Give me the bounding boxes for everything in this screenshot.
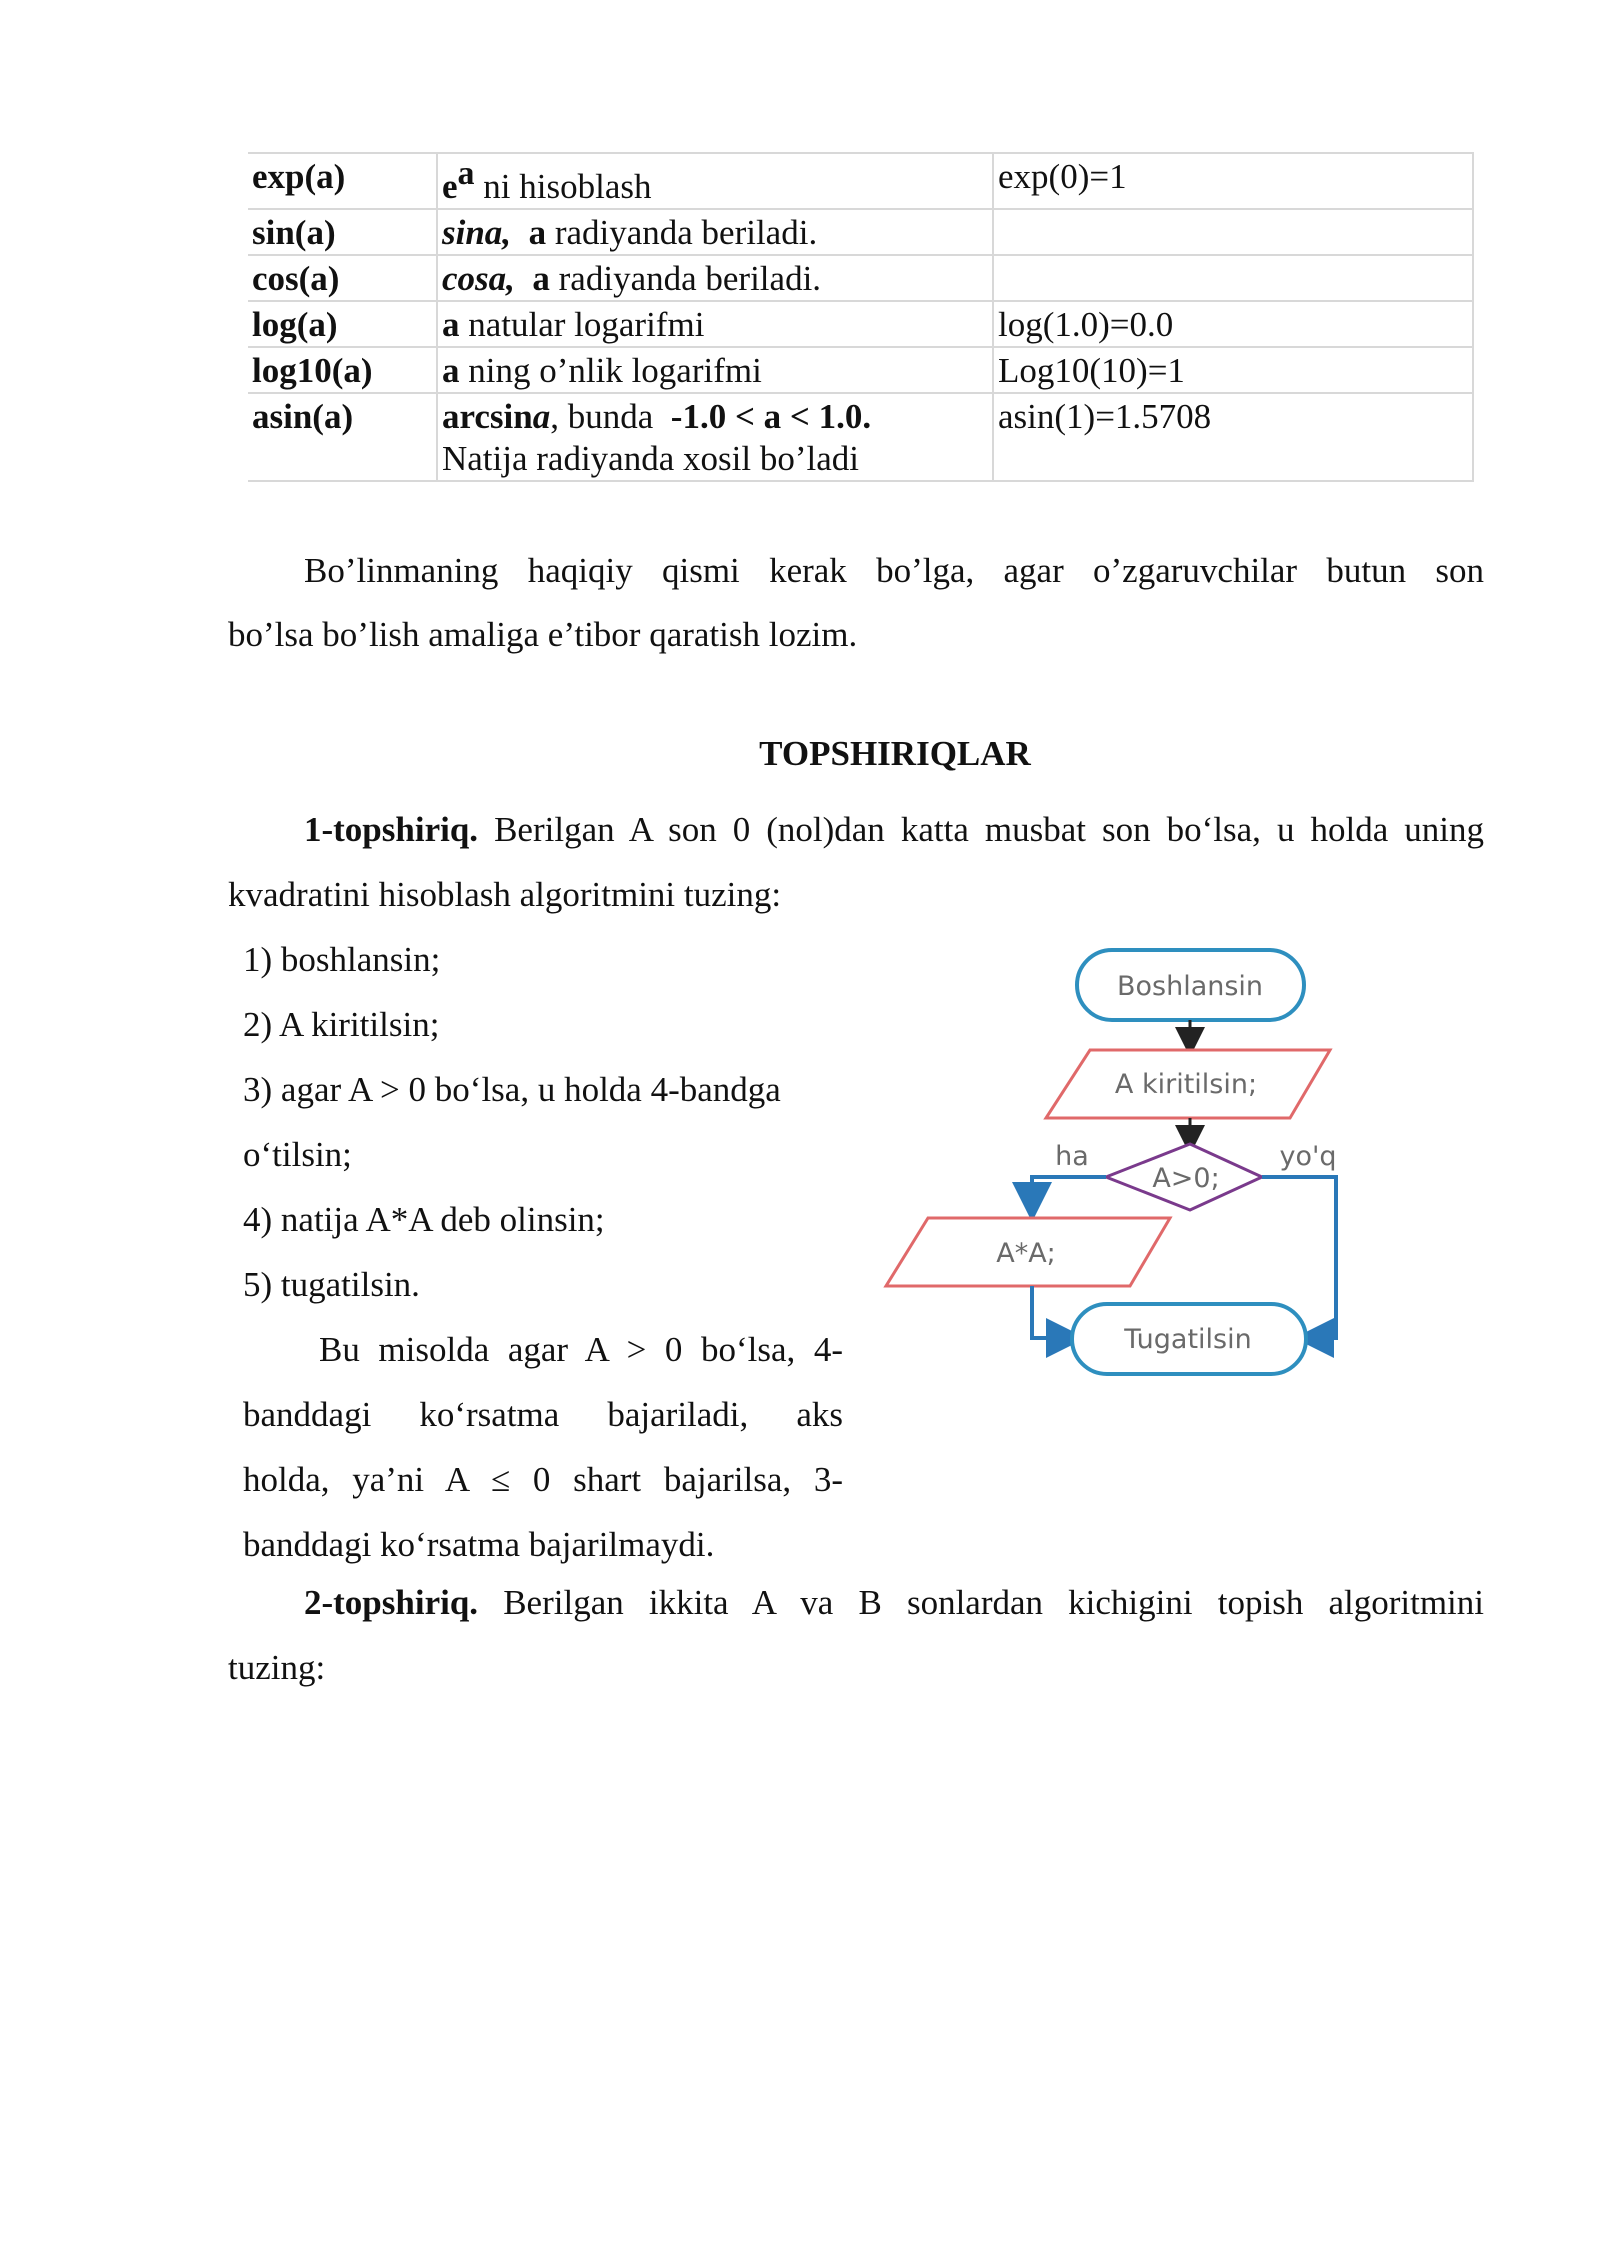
step-item: 4) natija A*A deb olinsin;	[243, 1200, 605, 1239]
step-item: 1) boshlansin;	[243, 940, 441, 979]
func-desc: arcsina, bunda -1.0 < a < 1.0. Natija radiyanda xosil bo’ladi	[437, 393, 993, 481]
start-label: Boshlansin	[1116, 971, 1264, 1002]
func-name: log(a)	[248, 301, 437, 347]
task1-steps	[243, 927, 781, 1317]
func-name: cos(a)	[248, 255, 437, 301]
func-name: log10(a)	[248, 347, 437, 393]
flowchart	[880, 940, 1360, 1390]
input-label: A kiritilsin;	[1114, 1069, 1258, 1100]
yes-label: ha	[1055, 1141, 1089, 1172]
func-desc: $e^a$ ni hisoblash	[437, 153, 993, 209]
func-desc: a ning o’nlik logarifmi	[437, 347, 993, 393]
table-row	[248, 393, 1473, 481]
func-name: sin(a)	[248, 209, 437, 255]
func-name: exp(a)	[248, 153, 437, 209]
step-item: 3) agar A > 0 bo‘lsa, u holda 4-bandga	[243, 1070, 781, 1109]
yes-arrow	[1032, 1177, 1106, 1202]
task2-line-2: tuzing:	[228, 1648, 326, 1687]
task2-label: 2-topshiriq.	[304, 1583, 479, 1622]
table-row	[248, 153, 1473, 209]
note-line-1: Bo’linmaning haqiqiy qismi kerak bo’lga, agar o’zgaruvchilar butun son	[304, 551, 1484, 590]
task1-label: 1-topshiriq.	[304, 810, 479, 849]
func-desc: sina, a radiyanda beriladi.	[437, 209, 993, 255]
table-row	[248, 209, 1473, 255]
task1-line-1: 1-topshiriq. Berilgan A son 0 (nol)dan katta musbat son bo‘lsa, u holda uning	[304, 810, 1484, 849]
func-example: Log10(10)=1	[993, 347, 1473, 393]
note-line-2: bo’lsa bo’lish amaliga e’tibor qaratish lozim.	[228, 615, 858, 654]
func-name: asin(a)	[248, 393, 437, 481]
task2-line-1: 2-topshiriq. Berilgan ikkita A va B sonlardan kichigini topish algoritmini	[304, 1583, 1484, 1622]
table-row	[248, 255, 1473, 301]
task1-explanation	[243, 1317, 843, 1577]
step-item: 2) A kiritilsin;	[243, 1005, 440, 1044]
end-label: Tugatilsin	[1124, 1324, 1252, 1355]
decision-label: A>0;	[1152, 1163, 1220, 1194]
explain-line: Bu misolda agar A > 0 bo‘lsa, 4-	[319, 1330, 843, 1369]
func-example: asin(1)=1.5708	[993, 393, 1473, 481]
explain-line: banddagi ko‘rsatma bajarilmaydi.	[243, 1525, 715, 1564]
explain-line: banddagi ko‘rsatma bajariladi, aks	[243, 1395, 843, 1434]
step-item: 5) tugatilsin.	[243, 1265, 420, 1304]
func-example	[993, 255, 1473, 301]
func-example: log(1.0)=0.0	[993, 301, 1473, 347]
explain-line: holda, ya’ni A ≤ 0 shart bajarilsa, 3-	[243, 1460, 843, 1499]
process-label: A*A;	[996, 1238, 1056, 1269]
step-item: o‘tilsin;	[243, 1135, 352, 1174]
func-desc: a natular logarifmi	[437, 301, 993, 347]
table-row	[248, 301, 1473, 347]
func-example: exp(0)=1	[993, 153, 1473, 209]
no-label: yo'q	[1279, 1141, 1337, 1172]
table-row	[248, 347, 1473, 393]
func-example	[993, 209, 1473, 255]
task1-line-2: kvadratini hisoblash algoritmini tuzing:	[228, 875, 782, 914]
functions-table	[248, 152, 1474, 482]
process-arrow	[1032, 1286, 1066, 1338]
func-desc: cosa, a radiyanda beriladi.	[437, 255, 993, 301]
section-heading: TOPSHIRIQLAR	[759, 734, 1031, 773]
